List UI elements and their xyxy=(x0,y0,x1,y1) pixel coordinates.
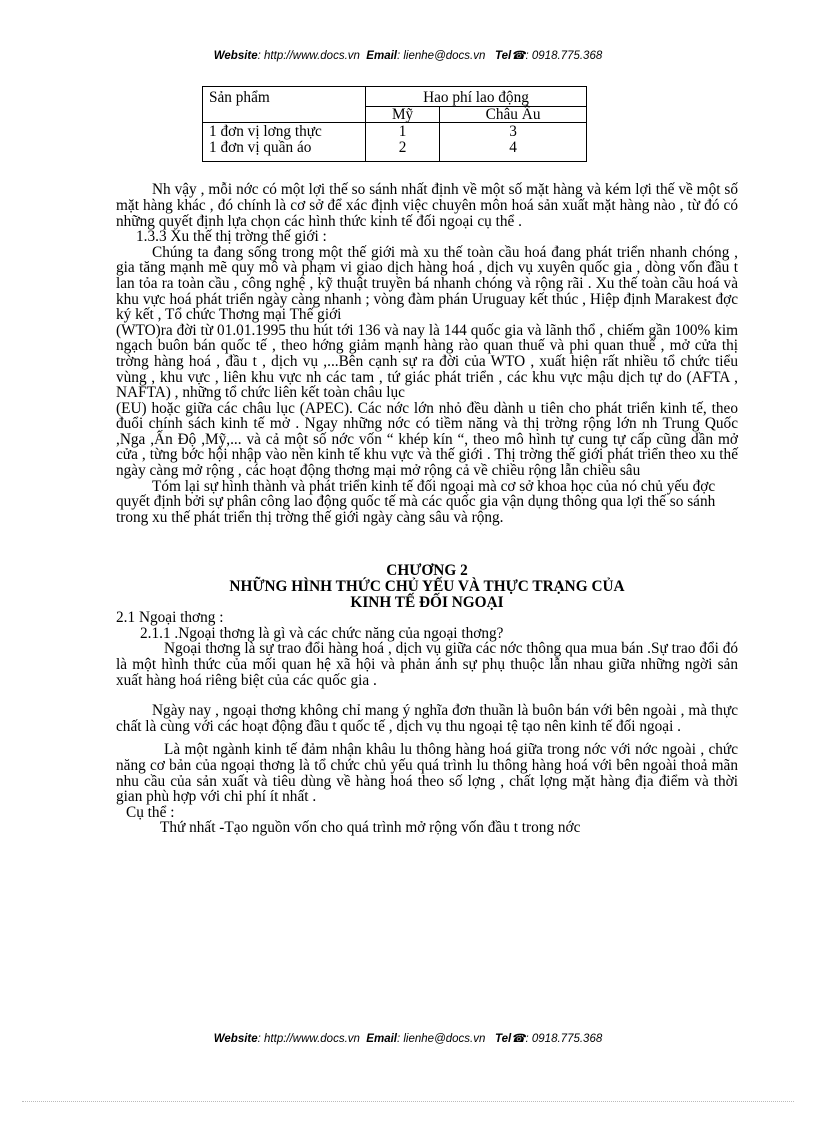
paragraph: (WTO)ra đời từ 01.01.1995 thu hút tới 136 và nay là 144 quốc gia và lãnh thổ , chiếm gần 100% kim ngạch buôn bán quốc tế , theo hớng giảm mạnh hàng rào quan thuế và phi quan thuế , mở cửa thị trờng hàng hoá , đầu t , dịch vụ ,...Bên cạnh sự ra đời của WTO , xuất hiện rất nhiều tổ chức tiểu vùng , khu vực , liên khu vực nh các tam , tứ giác phát triển , các khu vực mậu dịch tự do (AFTA , NAFTA) , những tổ chức liên kết toàn châu lục xyxy=(116,321,738,402)
paragraph: Chúng ta đang sống trong một thế giới mà xu thế toàn cầu hoá đang phát triển nhanh chóng , gia tăng mạnh mẽ quy mô và phạm vi giao dịch hàng hoá , dịch vụ xuyên quốc gia , dòng vốn đầu t lan tỏa ra toàn cầu , công nghệ , kỹ thuật truyền bá nhanh chóng và rộng rãi . Xu thế toàn cầu hoá và khu vực hoá phát triển ngày càng nhanh ; vòng đàm phán Uruguay kết thúc , Hiệp định Marakest đợc ký kết , Tổ chức Thơng mại Thế giới xyxy=(116,243,738,324)
email-label: Email xyxy=(366,50,397,62)
paragraph: Nh vậy , mỗi nớc có một lợi thế so sánh nhất định về một số mặt hàng và kém lợi thế về một số mặt hàng khác , đó chính là cơ sở để xác định việc chuyên môn hoá sản xuất mặt hàng nào , từ đó có những quyết định lựa chọn các hình thức kinh tế đối ngoại cụ thể . xyxy=(116,181,738,230)
table-header-product: Sản phẩm xyxy=(203,87,366,123)
table-header-group: Hao phí lao động xyxy=(366,87,587,107)
phone-icon: ☎ xyxy=(511,1033,526,1045)
table-cell-value: 3 xyxy=(509,123,517,141)
website-value[interactable]: : http://www.docs.vn xyxy=(257,50,360,62)
table-header-chau-au: Châu Âu xyxy=(440,106,587,123)
paragraph: Là một ngành kinh tế đảm nhận khâu lu thông hàng hoá giữa trong nớc với nớc ngoài , chức năng cơ bản của ngoại thơng là tổ chức chủ yếu quá trình lu thông hàng hoá với bên ngoài thoả mãn nhu cầu của sản xuất và tiêu dùng về hàng hoá theo số lợng , chất lợng mặt hàng địa điểm và thời gian phù hợp với chi phí ít nhất . xyxy=(116,741,738,806)
email-value[interactable]: : lienhe@docs.vn xyxy=(396,1033,486,1045)
phone-icon: ☎ xyxy=(511,50,526,62)
page-header xyxy=(0,48,816,62)
table-header-row xyxy=(203,87,587,107)
section-heading-1-3-3: 1.3.3 Xu thế thị trờng thế giới : xyxy=(136,228,327,246)
tel-value: : 0918.775.368 xyxy=(525,50,603,62)
page-footer xyxy=(0,1031,816,1045)
table-cell-name: 1 đơn vị quần áo xyxy=(209,138,312,156)
paragraph: Ngày nay , ngoại thơng không chỉ mang ý nghĩa đơn thuần là buôn bán với bên ngoài , mà thực chất là cùng với các hoạt động đầu t quốc tế , dịch vụ thu ngoại tệ tạo nên kinh tế đối ngoại . xyxy=(116,702,738,735)
tel-label: Tel xyxy=(494,50,512,62)
table-header-my: Mỹ xyxy=(366,106,440,123)
paragraph: Cụ thể : xyxy=(126,803,175,821)
table-cell-value: 2 xyxy=(398,138,407,156)
section-heading-2-1: 2.1 Ngoại thơng : xyxy=(116,609,224,627)
table-cell-name: 1 đơn vị lơng thực xyxy=(209,123,322,141)
table-cell-products xyxy=(203,123,366,162)
paragraph: (EU) hoặc giữa các châu lục (APEC). Các nớc lớn nhỏ đều dành u tiên cho phát triển kinh tế, theo đuổi chính sách kinh tế mở . Ngay những nớc có tiềm năng và thị trờng rộng lớn nh Trung Quốc ,Nga ,Ấn Độ ,Mỹ,... và cả một số nớc vốn “ khép kín “, theo mô hình tự cung tự cấp cũng dần mở cửa , từng bớc hội nhập vào nền kinh tế khu vực và thế giới . Thị trờng thế giới phát triển theo xu thế ngày càng mở rộng , các hoạt động thơng mại mở rộng cả về chiều rộng lẫn chiều sâu xyxy=(116,399,738,480)
document-body xyxy=(116,86,738,836)
paragraph: Thứ nhất -Tạo nguồn vốn cho quá trình mở rộng vốn đầu t trong nớc xyxy=(160,819,581,837)
tel-label: Tel xyxy=(494,1033,512,1045)
table-cell-value: 4 xyxy=(509,138,517,156)
page-bottom-rule xyxy=(22,1101,794,1102)
website-value[interactable]: : http://www.docs.vn xyxy=(257,1033,360,1045)
table-row xyxy=(203,123,587,162)
email-label: Email xyxy=(366,1033,397,1045)
paragraph: Tóm lại sự hình thành và phát triển kinh tế đối ngoại mà cơ sở khoa học của nó chủ yếu đợc quyết định bởi sự phân công lao động quốc tế mà các quốc gia vận dụng thông qua lợi thế so sánh trong xu thế phát triển thị trờng thế giới ngày càng sâu và rộng. xyxy=(116,477,716,526)
section-heading-2-1-1: 2.1.1 .Ngoại thơng là gì và các chức năng của ngoại thơng? xyxy=(140,624,504,642)
website-label: Website xyxy=(213,1033,258,1045)
email-value[interactable]: : lienhe@docs.vn xyxy=(396,50,486,62)
table-cell-value: 1 xyxy=(398,123,407,141)
paragraph: Ngoại thơng là sự trao đổi hàng hoá , dịch vụ giữa các nớc thông qua mua bán .Sự trao đổi đó là một hình thức của mối quan hệ xã hội và phản ánh sự phụ thuộc lẫn nhau giữa những ngời sản xuất hàng hoá riêng biệt của các quốc gia . xyxy=(116,640,738,689)
chapter-title: CHƯƠNG 2 xyxy=(386,562,468,580)
chapter-subtitle: KINH TẾ ĐỐI NGOẠI xyxy=(350,593,504,611)
tel-value: : 0918.775.368 xyxy=(525,1033,603,1045)
chapter-subtitle: NHỮNG HÌNH THỨC CHỦ YẾU VÀ THỰC TRẠNG CỦA xyxy=(229,578,625,596)
table-cell-eu-values xyxy=(440,123,587,162)
website-label: Website xyxy=(213,50,258,62)
labor-cost-table xyxy=(202,86,587,162)
table-cell-my-values xyxy=(366,123,440,162)
